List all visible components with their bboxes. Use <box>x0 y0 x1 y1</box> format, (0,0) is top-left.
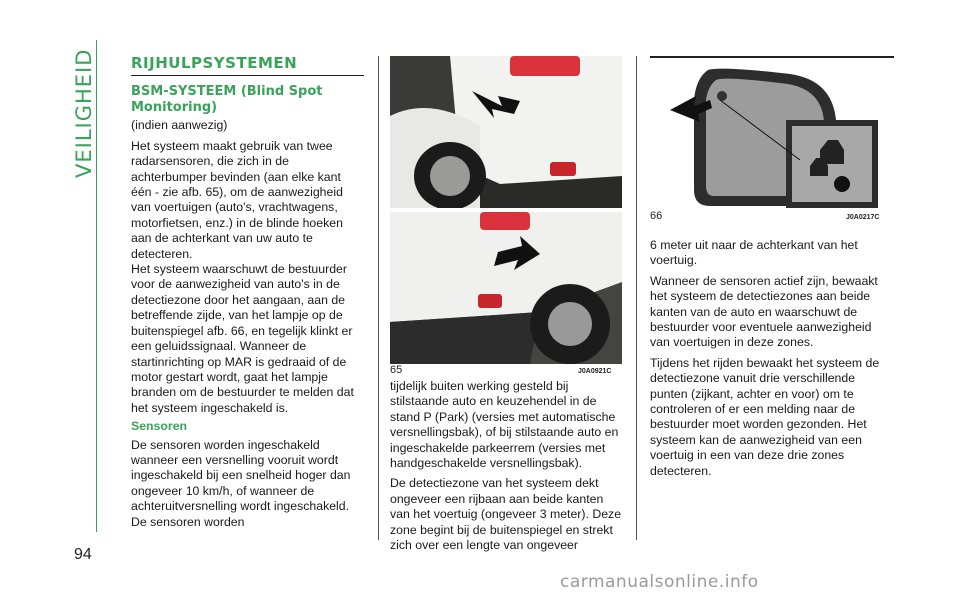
paragraph: De detectiezone van het systeem dekt ongeveer een rijbaan aan beide kanten van het voertuig (ongeveer 3 meter). Deze zone begint bij de buitenspiegel en strekt zich over een lengte van ongeveer <box>390 476 622 553</box>
figure-65-code: J0A0921C <box>578 368 612 375</box>
column-2 <box>390 379 623 553</box>
column-1 <box>131 56 364 530</box>
side-label-text: VEILIGHEID <box>72 48 96 178</box>
paragraph: tijdelijk buiten werking gesteld bij stilstaande auto en keuzehendel in de stand P (Park) (versies met automatische versnellingsbak), of bij stilstaande auto en ingeschakelde parkeerrem (versies met handgeschakelde versnellingsbak). <box>390 379 619 471</box>
side-mirror-illustration <box>650 60 882 210</box>
paragraph: 6 meter uit naar de achterkant van het voertuig. <box>650 238 858 268</box>
sensors-heading: Sensoren <box>131 419 188 434</box>
page-number: 94 <box>74 546 92 563</box>
column-divider <box>636 56 637 540</box>
figure-66-code: J0A0217C <box>846 214 880 221</box>
rear-car-photo-top <box>390 56 622 208</box>
column-3 <box>650 238 883 479</box>
figure-66-illustration <box>650 60 882 210</box>
watermark: carmanualsonline.info <box>560 572 759 592</box>
figure-65-photo-top <box>390 56 622 208</box>
availability-note: (indien aanwezig) <box>131 118 228 133</box>
paragraph: Wanneer de sensoren actief zijn, bewaakt het systeem de detectiezones aan beide kanten van de auto en waarschuwt de bestuurder voor eventuele aanwezigheid van voertuigen in deze zones. <box>650 273 878 350</box>
figure-65-photo-bottom <box>390 212 622 364</box>
section-title: RIJHULPSYSTEMEN <box>131 56 364 76</box>
paragraph: Tijdens het rijden bewaakt het systeem de detectiezone vanuit drie verschillende punten (zijkant, achter en voor) om te controleren of er een melding naar de bestuurder moet worden gezonden. Het systeem kan de aanwezigheid van een voertuig in een van deze drie zones detecteren. <box>650 355 880 478</box>
figure-66-number: 66 <box>650 210 663 222</box>
rear-car-photo-bottom <box>390 212 622 364</box>
paragraph: Het systeem waarschuwt de bestuurder voor de aanwezigheid van auto's in de detectiezone door het aangaan, aan de betreffende zijde, van het lampje op de buitenspiegel afb. 66, en tegelijk klinkt er een geluidssignaal. Wanneer de startinrichting op MAR is gedraaid of de motor gestart wordt, gaat het lampje branden om de bestuurder te melden dat het systeem ingeschakeld is. <box>131 262 354 415</box>
column-divider <box>378 56 379 540</box>
figure-66-top-rule <box>650 56 894 58</box>
figure-65-number: 65 <box>390 364 403 376</box>
side-rule <box>96 40 97 532</box>
paragraph: De sensoren worden ingeschakeld wanneer een versnelling vooruit wordt ingeschakeld bij een snelheid hoger dan ongeveer 10 km/h, of wanneer de achteruitversnelling wordt ingeschakeld. De sensoren worden <box>131 437 351 529</box>
paragraph: Het systeem maakt gebruik van twee radarsensoren, die zich in de achterbumper bevinden (aan elke kant één - zie afb. 65), om de aanwezigheid van voertuigen (auto's, vrachtwagens, motorfietsen, enz.) in de blinde hoeken aan de achterkant van uw auto te detecteren. <box>131 138 343 261</box>
side-section-label <box>72 48 96 178</box>
subsection-title: BSM-SYSTEEM (Blind Spot Monitoring) <box>131 84 323 116</box>
